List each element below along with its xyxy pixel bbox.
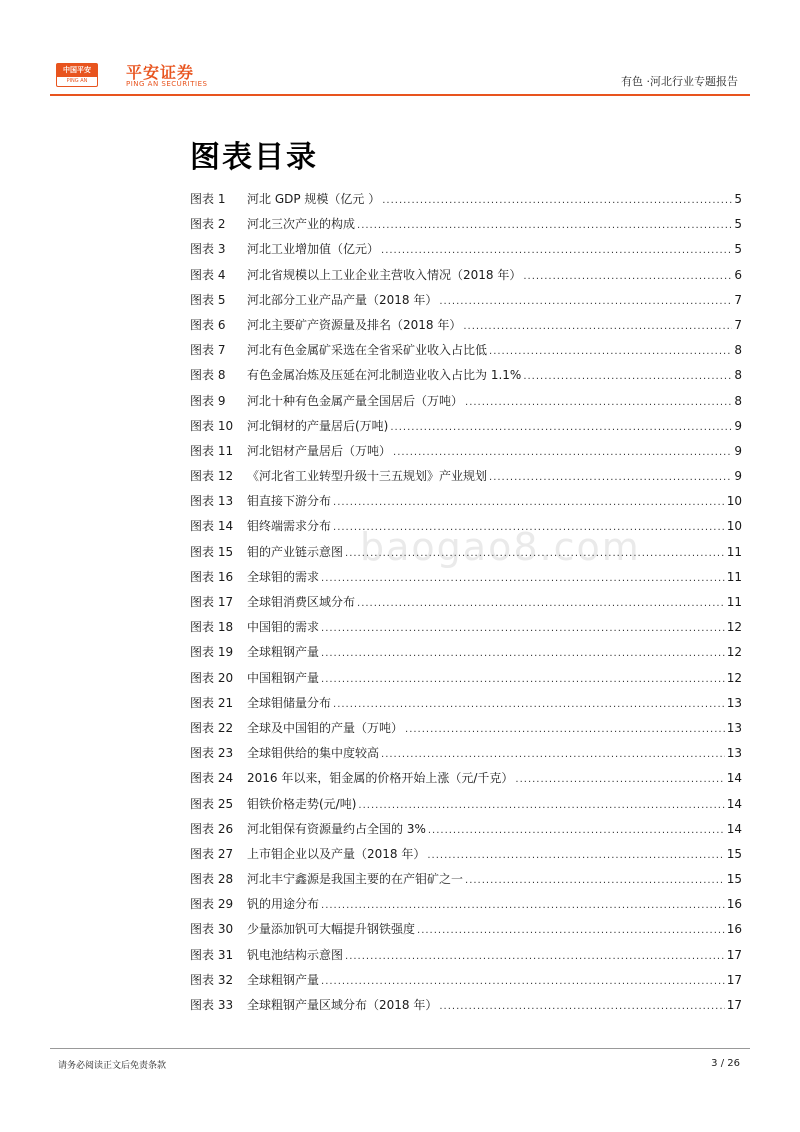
toc-entry-label: 图表 18: [190, 620, 234, 635]
toc-entry-page: 17: [726, 998, 742, 1012]
toc-entry[interactable]: [190, 870, 742, 895]
toc-entry-label: 图表 22: [190, 720, 234, 735]
toc-leader-dots: [357, 598, 725, 609]
toc-entry[interactable]: [190, 492, 742, 517]
toc-leader-dots: [321, 573, 725, 584]
toc-entry-label: 图表 17: [190, 595, 234, 609]
toc-leader-dots: [358, 800, 724, 811]
toc-entry-label: 图表 29: [190, 897, 234, 912]
toc-leader-dots: [357, 220, 732, 231]
toc-entry-page: 17: [726, 947, 742, 962]
toc-leader-dots: [321, 976, 725, 987]
toc-leader-dots: [489, 346, 732, 357]
toc-entry-title: 少量添加钒可大幅提升钢铁强度: [247, 922, 416, 937]
toc-leader-dots: [523, 271, 732, 282]
toc-leader-dots: [523, 371, 732, 382]
toc-entry-title: 中国粗钢产量: [247, 670, 320, 685]
toc-entry-label: 图表 13: [190, 494, 234, 509]
toc-leader-dots: [393, 447, 732, 458]
toc-leader-dots: [321, 900, 725, 911]
toc-entry-page: 13: [726, 720, 742, 735]
report-category: 有色 ·河北行业专题报告: [621, 75, 738, 88]
toc-entry[interactable]: [190, 795, 742, 820]
toc-entry-title: 河北十种有色金属产量全国居后（万吨）: [247, 393, 464, 408]
toc-entry-page: 7: [734, 292, 742, 307]
footer-divider: [50, 1048, 750, 1049]
toc-entry-page: 12: [726, 645, 742, 660]
toc-entry-label: 图表 11: [190, 443, 234, 458]
toc-leader-dots: [463, 321, 732, 332]
toc-entry-page: 16: [726, 897, 742, 912]
toc-leader-dots: [489, 472, 732, 483]
toc-entry[interactable]: [190, 669, 742, 694]
toc-entry-label: 图表 30: [190, 922, 234, 937]
toc-entry-page: 10: [726, 519, 742, 534]
toc-entry-title: 河北工业增加值（亿元）: [247, 242, 380, 257]
toc-entry[interactable]: [190, 946, 742, 971]
toc-entry-page: 16: [726, 922, 742, 937]
toc-entry[interactable]: [190, 744, 742, 769]
toc-entry-title: 钒电池结构示意图: [247, 947, 344, 962]
footer-disclaimer: 请务必阅读正文后免责条款: [58, 1061, 167, 1071]
toc-leader-dots: [390, 422, 732, 433]
toc-entry-page: 13: [726, 746, 742, 761]
toc-entry[interactable]: [190, 190, 742, 215]
toc-leader-dots: [405, 724, 725, 735]
toc-entry-page: 8: [734, 393, 742, 408]
toc-leader-dots: [382, 195, 732, 206]
toc-entry[interactable]: [190, 417, 742, 442]
toc-leader-dots: [321, 648, 725, 659]
brand-name: 平安证券: [126, 63, 195, 82]
toc-entry-title: 2016 年以来，钼金属的价格开始上涨（元/千克）: [247, 771, 514, 786]
toc-entry-label: 图表 14: [190, 519, 234, 534]
toc-entry-title: 有色金属冶炼及压延在河北制造业收入占比为 1.1%: [247, 368, 522, 383]
toc-entry[interactable]: [190, 291, 742, 316]
logo-bottom-text: PING AN: [66, 78, 88, 84]
toc-entry-title: 全球粗钢产量区域分布（2018 年）: [247, 998, 438, 1012]
toc-entry[interactable]: [190, 769, 742, 794]
toc-entry[interactable]: [190, 568, 742, 593]
toc-leader-dots: [333, 699, 725, 710]
toc-entry-title: 河北铜材的产量居后(万吨): [247, 418, 389, 433]
toc-entry[interactable]: [190, 895, 742, 920]
toc-entry[interactable]: [190, 845, 742, 870]
toc-entry-page: 13: [726, 695, 742, 710]
toc-entry-title: 全球钼储量分布: [247, 695, 332, 710]
toc-entry-page: 14: [726, 821, 742, 836]
toc-leader-dots: [439, 1001, 724, 1012]
toc-entry-page: 5: [734, 242, 742, 257]
toc-entry-label: 图表 16: [190, 569, 234, 584]
toc-leader-dots: [465, 875, 725, 886]
toc-entry-label: 图表 5: [190, 292, 226, 307]
toc-leader-dots: [417, 925, 725, 936]
toc-entry[interactable]: [190, 643, 742, 668]
toc-entry-title: 全球粗钢产量: [247, 972, 320, 987]
toc-entry-label: 图表 8: [190, 368, 226, 383]
toc-entry-page: 8: [734, 368, 742, 383]
toc-entry-title: 全球粗钢产量: [247, 645, 320, 660]
toc-entry-title: 河北铝材产量居后（万吨）: [247, 443, 392, 458]
toc-entry-label: 图表 15: [190, 544, 234, 559]
toc-leader-dots: [427, 850, 724, 861]
page-title: 图表目录: [190, 140, 318, 175]
toc-entry-label: 图表 28: [190, 872, 234, 887]
logo-top-text: 中国平安: [57, 64, 97, 77]
toc-entry-label: 图表 10: [190, 418, 234, 433]
toc-entry-page: 15: [726, 872, 742, 887]
toc-entry-label: 图表 31: [190, 947, 234, 962]
toc-entry-page: 8: [734, 343, 742, 358]
toc-entry-title: 河北 GDP 规模（亿元 ）: [247, 192, 381, 206]
toc-entry-label: 图表 25: [190, 796, 234, 811]
toc-entry[interactable]: [190, 694, 742, 719]
toc-entry-label: 图表 21: [190, 695, 234, 710]
toc-entry-title: 全球钼的需求: [247, 569, 320, 584]
figure-table-of-contents: [190, 190, 742, 1021]
toc-entry-label: 图表 19: [190, 645, 234, 660]
toc-entry[interactable]: [190, 467, 742, 492]
toc-entry-title: 河北部分工业产品产量（2018 年）: [247, 292, 438, 307]
toc-entry[interactable]: [190, 392, 742, 417]
toc-entry-title: 中国钼的需求: [247, 620, 320, 635]
pingan-logo: [56, 63, 98, 87]
toc-entry-title: 河北钼保有资源量约占全国的 3%: [247, 821, 426, 836]
toc-entry[interactable]: [190, 341, 742, 366]
toc-entry-label: 图表 26: [190, 821, 234, 836]
page-number: 3 / 26: [711, 1058, 740, 1069]
toc-entry-title: 钼的产业链示意图: [247, 544, 344, 559]
toc-entry-title: 上市钼企业以及产量（2018 年）: [247, 846, 426, 861]
toc-entry[interactable]: [190, 719, 742, 744]
toc-entry-page: 12: [726, 670, 742, 685]
toc-entry-label: 图表 7: [190, 343, 226, 358]
toc-entry-page: 9: [734, 418, 742, 433]
toc-leader-dots: [321, 674, 725, 685]
toc-entry-label: 图表 27: [190, 846, 234, 861]
toc-entry-title: 钼铁价格走势(元/吨): [247, 796, 357, 811]
toc-entry-label: 图表 12: [190, 469, 234, 484]
toc-entry-label: 图表 23: [190, 746, 234, 761]
toc-entry[interactable]: [190, 442, 742, 467]
toc-entry[interactable]: [190, 240, 742, 265]
toc-entry-title: 河北三次产业的构成: [247, 217, 356, 232]
toc-entry-page: 6: [734, 267, 742, 282]
toc-entry-title: 全球钼消费区域分布: [247, 595, 356, 609]
brand-english-name: PING AN SECURITIES: [126, 80, 208, 88]
header-divider: [50, 94, 750, 96]
toc-entry-label: 图表 2: [190, 217, 226, 232]
toc-leader-dots: [333, 497, 725, 508]
toc-entry[interactable]: [190, 820, 742, 845]
toc-leader-dots: [439, 296, 732, 307]
toc-entry-title: 河北丰宁鑫源是我国主要的在产钼矿之一: [247, 872, 464, 887]
toc-entry[interactable]: [190, 266, 742, 291]
toc-leader-dots: [465, 397, 732, 408]
toc-entry-title: 钒的用途分布: [247, 897, 320, 912]
toc-entry-title: 河北有色金属矿采选在全省采矿业收入占比低: [247, 343, 488, 358]
toc-entry-label: 图表 33: [190, 998, 234, 1012]
toc-entry-title: 钼直接下游分布: [247, 494, 332, 509]
toc-entry[interactable]: [190, 366, 742, 391]
toc-entry[interactable]: [190, 996, 742, 1021]
toc-entry-page: 11: [726, 544, 742, 559]
toc-entry[interactable]: [190, 316, 742, 341]
toc-entry-page: 11: [726, 595, 742, 609]
toc-entry-page: 7: [734, 317, 742, 332]
toc-entry-title: 《河北省工业转型升级十三五规划》产业规划: [247, 469, 488, 484]
toc-entry-title: 河北主要矿产资源量及排名（2018 年）: [247, 317, 462, 332]
toc-entry[interactable]: [190, 618, 742, 643]
toc-entry[interactable]: [190, 593, 742, 618]
toc-entry-title: 全球钼供给的集中度较高: [247, 746, 380, 761]
toc-entry-page: 9: [734, 469, 742, 484]
toc-leader-dots: [381, 245, 732, 256]
toc-entry-label: 图表 3: [190, 242, 226, 257]
page-header: [0, 0, 800, 100]
toc-leader-dots: [345, 951, 725, 962]
toc-entry-label: 图表 32: [190, 972, 234, 987]
toc-entry-page: 11: [726, 569, 742, 584]
toc-entry-page: 10: [726, 494, 742, 509]
toc-entry-page: 15: [726, 846, 742, 861]
toc-entry-label: 图表 1: [190, 192, 226, 206]
toc-entry-page: 5: [734, 192, 742, 206]
toc-entry-page: 14: [726, 796, 742, 811]
toc-leader-dots: [428, 825, 725, 836]
toc-entry-title: 河北省规模以上工业企业主营收入情况（2018 年）: [247, 267, 522, 282]
toc-entry-page: 9: [734, 443, 742, 458]
toc-entry-label: 图表 9: [190, 393, 226, 408]
toc-entry-label: 图表 24: [190, 771, 234, 786]
toc-entry-title: 全球及中国钼的产量（万吨）: [247, 720, 404, 735]
toc-entry-page: 17: [726, 972, 742, 987]
toc-entry[interactable]: [190, 920, 742, 945]
toc-entry-page: 14: [726, 771, 742, 786]
toc-entry-page: 5: [734, 217, 742, 232]
toc-entry[interactable]: [190, 215, 742, 240]
toc-leader-dots: [321, 623, 725, 634]
toc-entry[interactable]: [190, 971, 742, 996]
toc-entry-label: 图表 4: [190, 267, 226, 282]
toc-entry-label: 图表 6: [190, 317, 226, 332]
watermark: baogao8.com: [360, 525, 641, 569]
toc-leader-dots: [515, 774, 724, 785]
toc-leader-dots: [381, 749, 725, 760]
toc-entry-title: 钼终端需求分布: [247, 519, 332, 534]
toc-entry-page: 12: [726, 620, 742, 635]
toc-entry-label: 图表 20: [190, 670, 234, 685]
